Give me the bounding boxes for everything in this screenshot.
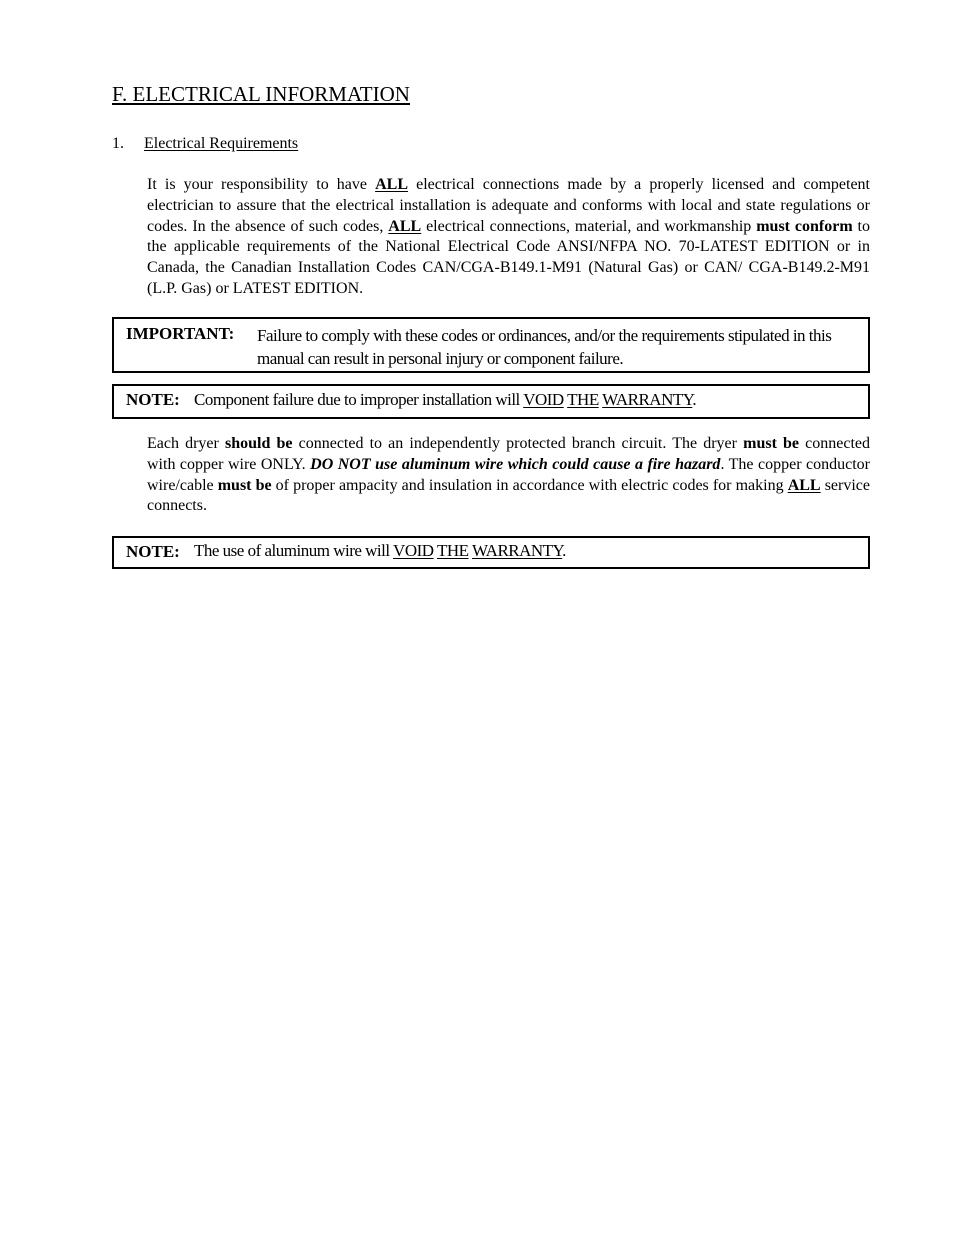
para1-all-emphasis-2: ALL: [388, 217, 422, 235]
para2-text-5: of proper ampacity and insulation in accordance with electric codes for making: [271, 476, 788, 494]
note2-text: [194, 541, 566, 561]
note1-void: VOID: [523, 390, 564, 409]
subsection-number: 1.: [112, 135, 124, 152]
para2-text-1: Each dryer: [147, 435, 225, 452]
note1-the: THE: [567, 390, 599, 409]
para1-all-emphasis-1: ALL: [375, 176, 408, 193]
para2-aluminum-warning: DO NOT use aluminum wire which could cause a fire hazard: [310, 455, 721, 473]
para1-text-2: electrical connections made by a properly licensed and competent electrician to assure that the electrical installation is adequate and conforms with local and state regulations or codes. In the absence of such codes,: [147, 176, 870, 235]
branch-circuit-paragraph: [147, 434, 870, 517]
note2-warranty: WARRANTY: [472, 541, 563, 560]
para2-all-emphasis: ALL: [787, 476, 821, 494]
electrical-responsibility-paragraph: [147, 175, 870, 300]
para1-must-conform: must conform: [756, 217, 853, 235]
note2-void: VOID: [393, 541, 434, 560]
note2-text-main: The use of aluminum wire will: [194, 541, 394, 560]
note2-label: NOTE:: [126, 542, 180, 561]
note-box-aluminum: [112, 536, 870, 569]
para2-should-be: should be: [225, 435, 293, 452]
para1-text-3: electrical connections, material, and workmanship: [421, 217, 757, 235]
note1-label: NOTE:: [126, 390, 180, 409]
important-notice-box: [112, 317, 870, 373]
subsection-heading: [112, 135, 298, 153]
note1-text-main: Component failure due to improper installation will: [194, 390, 524, 409]
note-box-installation: [112, 384, 870, 419]
para2-must-be-1: must be: [743, 435, 800, 452]
para2-text-6: service connects.: [147, 476, 871, 515]
subsection-label: Electrical Requirements: [144, 135, 299, 152]
para1-text-1: It is your responsibility to have: [147, 176, 376, 193]
para1-text-4: to the applicable requirements of the National Electrical Code ANSI/NFPA NO. 70-LATEST EDITION or in Canada, the Canadian Installation Codes CAN/CGA-B149.1-M91 (Natural Gas) or CAN/ CGA-B149.2-M91 (L.P. Gas) or LATEST EDITION.: [147, 217, 870, 297]
para2-text-4: . The copper conductor wire/cable: [147, 455, 871, 494]
note1-warranty: WARRANTY: [602, 390, 693, 409]
para2-text-2: connected to an independently protected branch circuit. The dryer: [292, 435, 744, 452]
para2-must-be-2: must be: [217, 476, 272, 494]
note1-end: .: [692, 390, 697, 409]
note1-text: [194, 390, 696, 410]
important-text: Failure to comply with these codes or ordinances, and/or the requirements stipulated in this manual can result in personal injury or component failure.: [257, 326, 832, 368]
note2-end: .: [562, 541, 566, 560]
para2-text-3: connected with copper wire ONLY.: [147, 435, 871, 473]
important-label: IMPORTANT:: [126, 324, 235, 343]
note2-the: THE: [437, 541, 469, 560]
section-title: F. ELECTRICAL INFORMATION: [112, 82, 410, 106]
